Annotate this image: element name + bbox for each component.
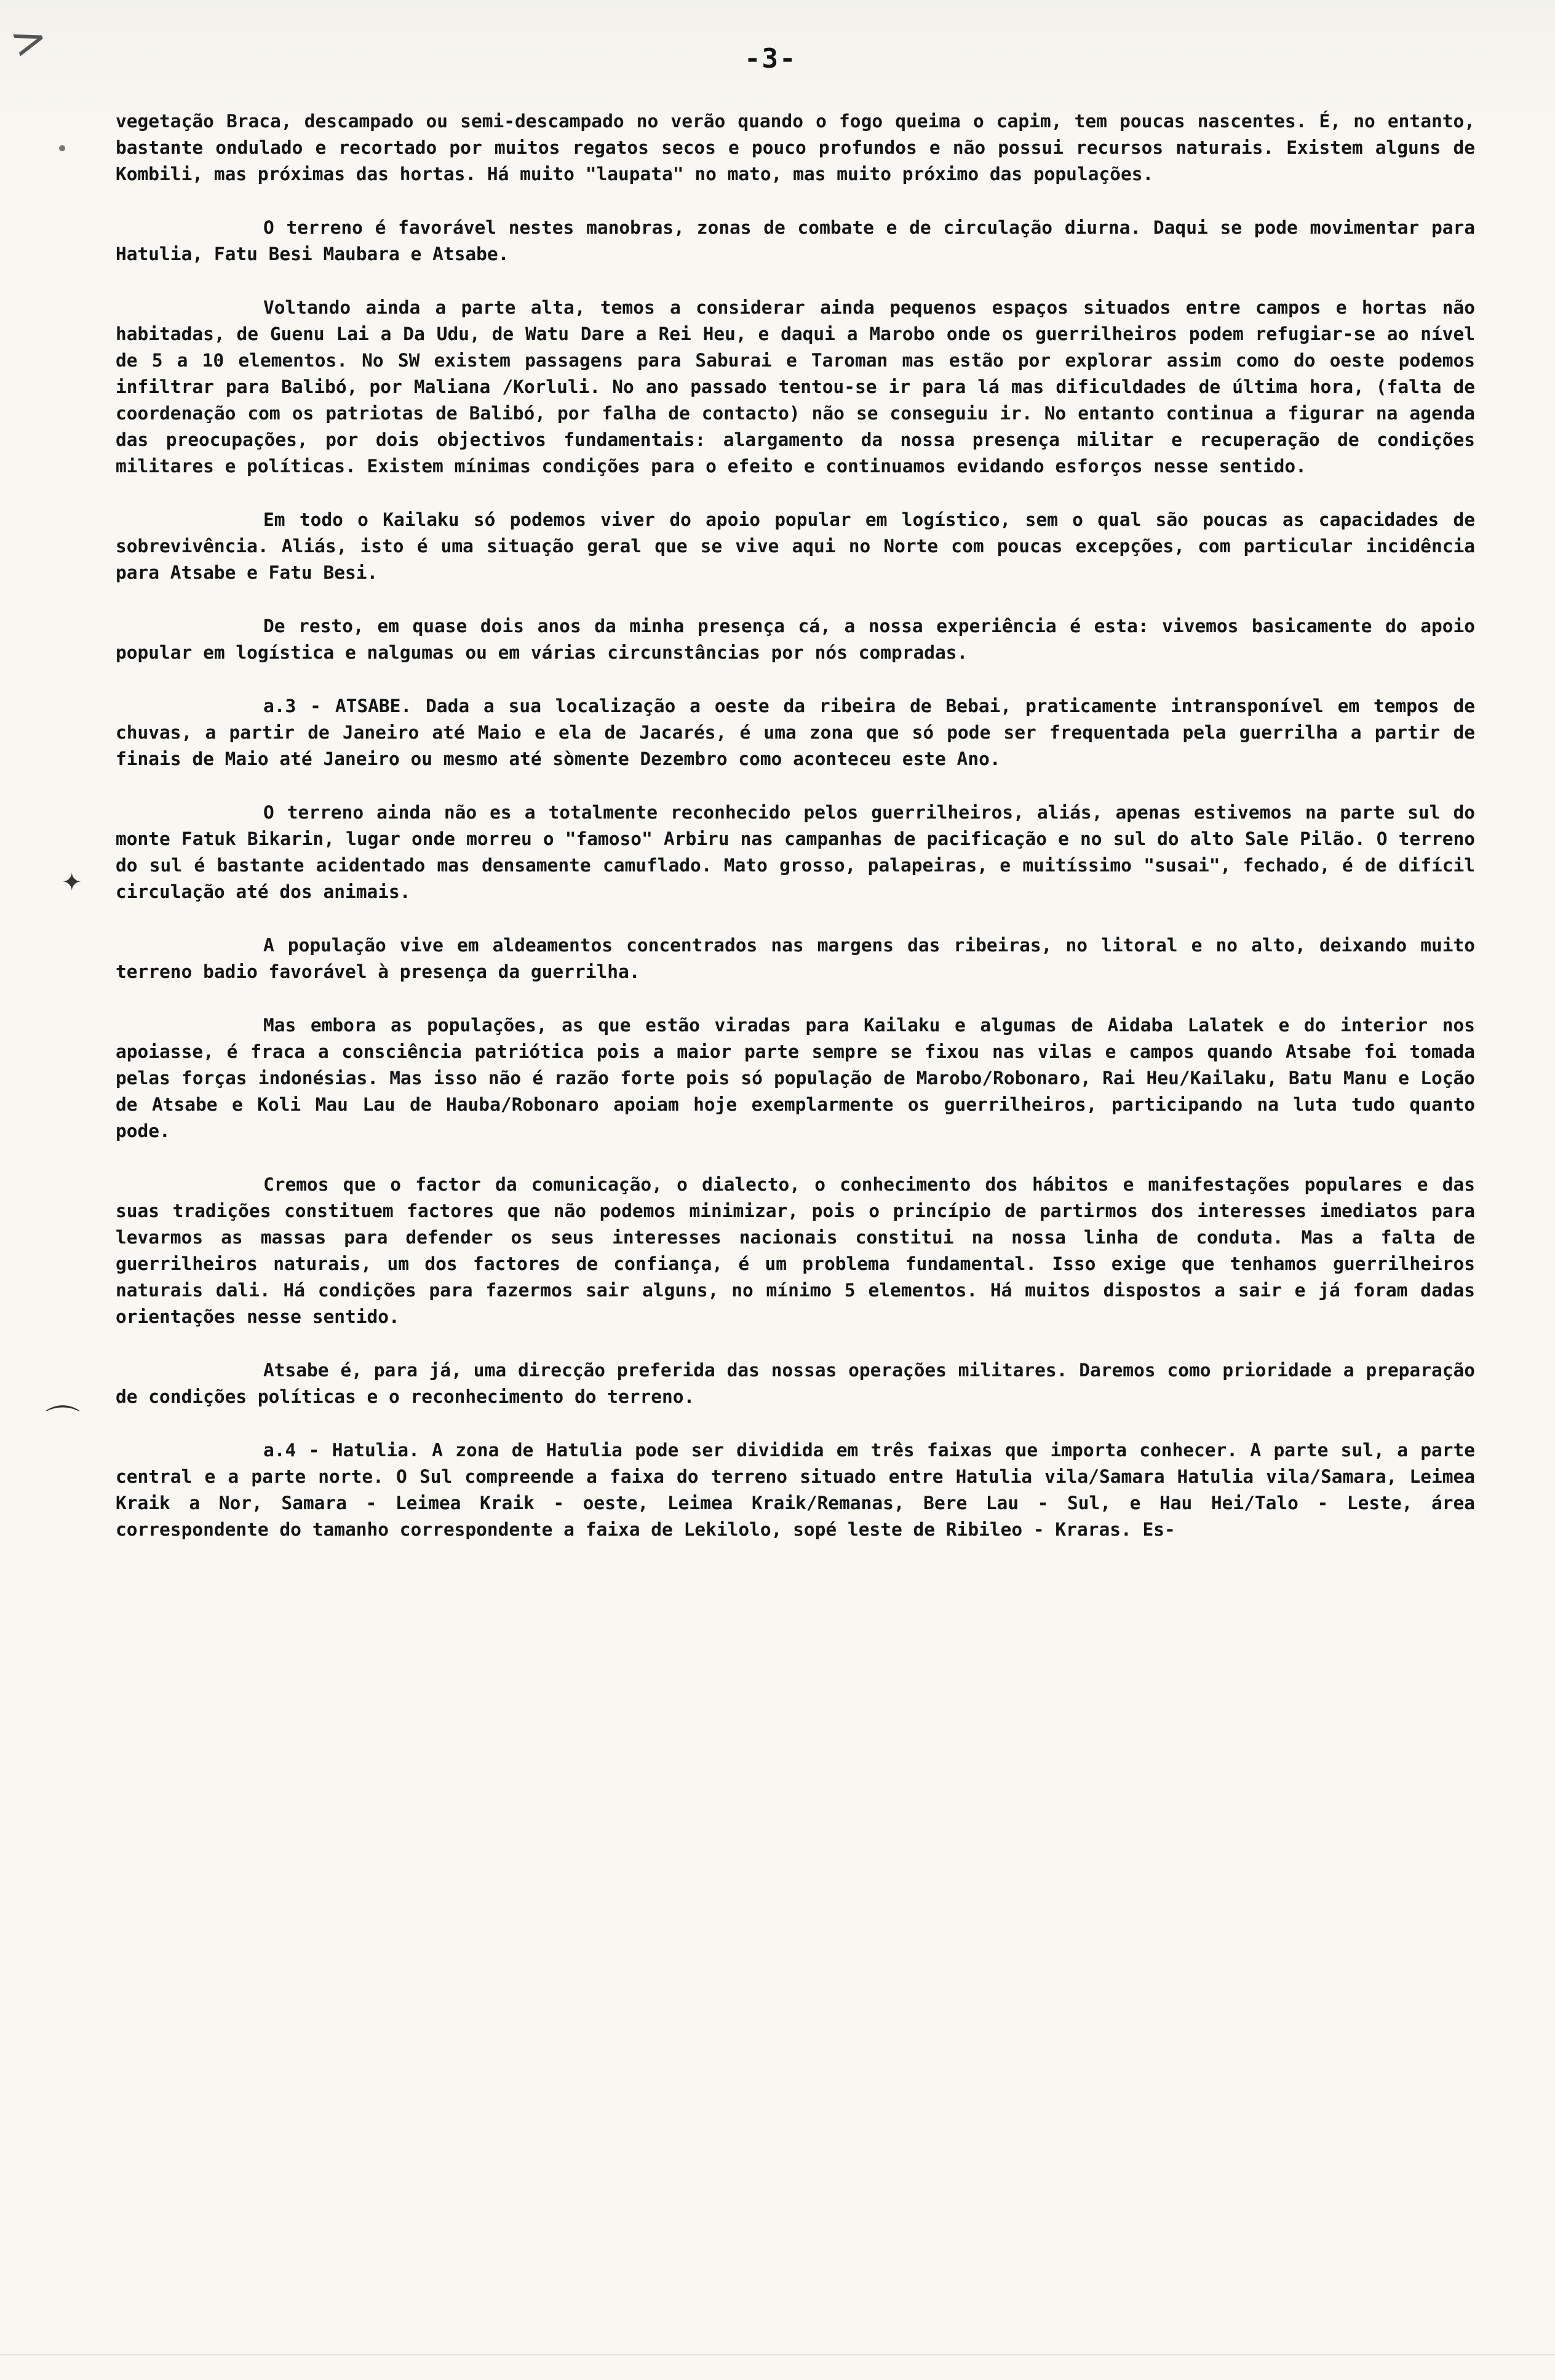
corner-scan-mark: > [4,10,54,70]
paragraph-7: O terreno ainda não es a totalmente reconhecido pelos guerrilheiros, aliás, apenas estivemos na parte sul do monte Fatuk Bikarin, lugar onde morreu o "famoso" Arbiru nas campanhas de pacificação e no sul do alto Sale Pilão. O terreno do sul é bastante acidentado mas densamente camuflado. Mato grosso, palapeiras, e muitíssimo "susai", fechado, é de difícil circulação até dos animais. [116,802,1475,902]
margin-hook-mark: ⌒ [46,1403,80,1443]
typed-report-body [116,108,1475,1569]
margin-dot [59,145,65,151]
paragraph-1: vegetação Braca, descampado ou semi-descampado no verão quando o fogo queima o capim, tem poucas nascentes. É, no entanto, bastante ondulado e recortado por muitos regatos secos e pouco profundos e não possui recursos naturais. Existem alguns de Kombili, mas próximas das hortas. Há muito "laupata" no mato, mas muito próximo das populações. [116,111,1475,184]
paragraph-3: Voltando ainda a parte alta, temos a considerar ainda pequenos espaços situados entre campos e hortas não habitadas, de Guenu Lai a Da Udu, de Watu Dare a Rei Heu, e daqui a Marobo onde os guerrilheiros podem refugiar-se ao nível de 5 a 10 elementos. No SW existem passagens para Saburai e Taroman mas estão por explorar assim como do oeste podemos infiltrar para Balibó, por Maliana /Korluli. No ano passado tentou-se ir para lá mas dificuldades de última hora, (falta de coordenação com os patriotas de Balibó, por falha de contacto) não se conseguiu ir. No entanto continua a figurar na agenda das preocupações, por dois objectivos fundamentais: alargamento da nossa presença militar e recuperação de condições militares e políticas. Existem mínimas condições para o efeito e continuamos evidando esforços nesse sentido. [116,297,1475,477]
page-number: -3- [744,43,797,74]
paragraph-10: Cremos que o factor da comunicação, o dialecto, o conhecimento dos hábitos e manifestações populares e das suas tradições constituem factores que não podemos minimizar, pois o princípio de partirmos dos interesses imediatos para levarmos as massas para defender os seus interesses nacionais constitui na nossa linha de conduta. Mas a falta de guerrilheiros naturais, um dos factores de confiança, é um problema fundamental. Isso exige que tenhamos guerrilheiros naturais dali. Há condições para fazermos sair alguns, no mínimo 5 elementos. Há muitos dispostos a sair e já foram dadas orientações nesse sentido. [116,1174,1475,1327]
scan-edge-line [0,2354,1555,2355]
paragraph-12: a.4 - Hatulia. A zona de Hatulia pode ser dividida em três faixas que importa conhecer. A parte sul, a parte central e a parte norte. O Sul compreende a faixa do terreno situado entre Hatulia vila/Samara Hatulia vila/Samara, Leimea Kraik a Nor, Samara - Leimea Kraik - oeste, Leimea Kraik/Remanas, Bere Lau - Sul, e Hau Hei/Talo - Leste, área correspondente do tamanho correspondente a faixa de Lekilolo, sopé leste de Ribileo - Kraras. Es- [116,1440,1475,1540]
margin-tick-mark: ✦ [62,868,82,897]
paragraph-4: Em todo o Kailaku só podemos viver do apoio popular em logístico, sem o qual são poucas as capacidades de sobrevivência. Aliás, isto é uma situação geral que se vive aqui no Norte com poucas excepções, com particular incidência para Atsabe e Fatu Besi. [116,509,1475,583]
paragraph-2: O terreno é favorável nestes manobras, zonas de combate e de circulação diurna. Daqui se pode movimentar para Hatulia, Fatu Besi Maubara e Atsabe. [116,217,1475,264]
paragraph-6: a.3 - ATSABE. Dada a sua localização a oeste da ribeira de Bebai, praticamente intransponível em tempos de chuvas, a partir de Janeiro até Maio e ela de Jacarés, é uma zona que só pode ser frequentada pela guerrilha a partir de finais de Maio até Janeiro ou mesmo até sòmente Dezembro como aconteceu este Ano. [116,696,1475,769]
paragraph-9: Mas embora as populações, as que estão viradas para Kailaku e algumas de Aidaba Lalatek e do interior nos apoiasse, é fraca a consciência patriótica pois a maior parte sempre se fixou nas vilas e campos quando Atsabe foi tomada pelas forças indonésias. Mas isso não é razão forte pois só população de Marobo/Robonaro, Rai Heu/Kailaku, Batu Manu e Loção de Atsabe e Koli Mau Lau de Hauba/Robonaro apoiam hoje exemplarmente os guerrilheiros, participando na luta tudo quanto pode. [116,1015,1475,1141]
paragraph-11: Atsabe é, para já, uma direcção preferida das nossas operações militares. Daremos como prioridade a preparação de condições políticas e o reconhecimento do terreno. [116,1360,1475,1407]
paragraph-8: A população vive em aldeamentos concentrados nas margens das ribeiras, no litoral e no alto, deixando muito terreno badio favorável à presença da guerrilha. [116,935,1475,982]
paragraph-5: De resto, em quase dois anos da minha presença cá, a nossa experiência é esta: vivemos basicamente do apoio popular em logística e nalgumas ou em várias circunstâncias por nós compradas. [116,616,1475,663]
